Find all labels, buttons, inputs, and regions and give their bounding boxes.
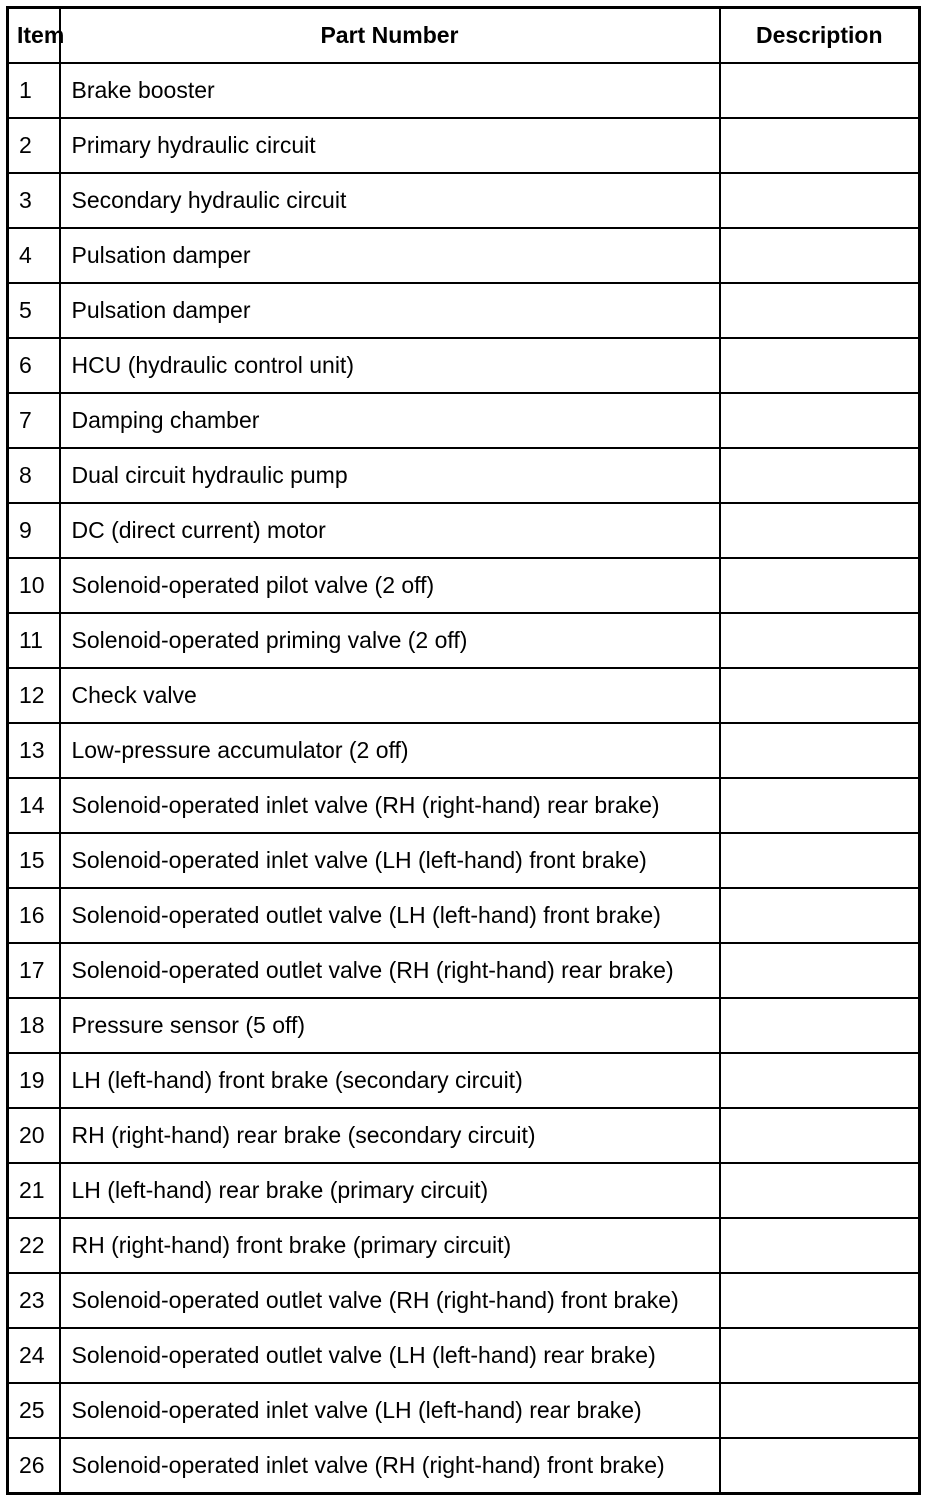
description-cell xyxy=(720,503,920,558)
description-cell xyxy=(720,558,920,613)
table-row xyxy=(8,888,920,943)
description-cell xyxy=(720,833,920,888)
part-name: Solenoid-operated inlet valve (RH (right-hand) front brake) xyxy=(60,1438,720,1494)
part-name: Solenoid-operated inlet valve (LH (left-hand) front brake) xyxy=(60,833,720,888)
table-row xyxy=(8,283,920,338)
part-name: RH (right-hand) front brake (primary circuit) xyxy=(60,1218,720,1273)
header-item: Item xyxy=(8,8,60,64)
description-cell xyxy=(720,668,920,723)
description-cell xyxy=(720,393,920,448)
part-name: DC (direct current) motor xyxy=(60,503,720,558)
item-number: 9 xyxy=(8,503,60,558)
description-cell xyxy=(720,1163,920,1218)
part-name: Solenoid-operated pilot valve (2 off) xyxy=(60,558,720,613)
part-name: Solenoid-operated outlet valve (RH (right-hand) rear brake) xyxy=(60,943,720,998)
header-part-number: Part Number xyxy=(60,8,720,64)
description-cell xyxy=(720,723,920,778)
item-number: 3 xyxy=(8,173,60,228)
part-name: Damping chamber xyxy=(60,393,720,448)
table-row xyxy=(8,1163,920,1218)
part-name: Primary hydraulic circuit xyxy=(60,118,720,173)
item-number: 2 xyxy=(8,118,60,173)
description-cell xyxy=(720,1218,920,1273)
part-name: Check valve xyxy=(60,668,720,723)
table-row xyxy=(8,393,920,448)
table-row xyxy=(8,1273,920,1328)
item-number: 12 xyxy=(8,668,60,723)
table-row xyxy=(8,118,920,173)
part-name: RH (right-hand) rear brake (secondary circuit) xyxy=(60,1108,720,1163)
table-row xyxy=(8,833,920,888)
item-number: 19 xyxy=(8,1053,60,1108)
part-name: Solenoid-operated inlet valve (RH (right-hand) rear brake) xyxy=(60,778,720,833)
table-row xyxy=(8,723,920,778)
description-cell xyxy=(720,1108,920,1163)
description-cell xyxy=(720,1273,920,1328)
table-row xyxy=(8,943,920,998)
description-cell xyxy=(720,613,920,668)
part-name: LH (left-hand) front brake (secondary circuit) xyxy=(60,1053,720,1108)
item-number: 6 xyxy=(8,338,60,393)
description-cell xyxy=(720,1328,920,1383)
part-name: Pulsation damper xyxy=(60,283,720,338)
description-cell xyxy=(720,888,920,943)
table-row xyxy=(8,1108,920,1163)
item-number: 1 xyxy=(8,63,60,118)
part-name: Low-pressure accumulator (2 off) xyxy=(60,723,720,778)
item-number: 25 xyxy=(8,1383,60,1438)
item-number: 15 xyxy=(8,833,60,888)
part-name: Solenoid-operated outlet valve (LH (left-hand) rear brake) xyxy=(60,1328,720,1383)
item-number: 11 xyxy=(8,613,60,668)
item-number: 10 xyxy=(8,558,60,613)
table-row xyxy=(8,668,920,723)
part-name: Solenoid-operated priming valve (2 off) xyxy=(60,613,720,668)
table-row xyxy=(8,613,920,668)
table-row xyxy=(8,63,920,118)
table-body xyxy=(8,63,920,1494)
item-number: 23 xyxy=(8,1273,60,1328)
item-number: 13 xyxy=(8,723,60,778)
part-name: Dual circuit hydraulic pump xyxy=(60,448,720,503)
description-cell xyxy=(720,998,920,1053)
part-name: Solenoid-operated outlet valve (LH (left-hand) front brake) xyxy=(60,888,720,943)
item-number: 4 xyxy=(8,228,60,283)
table-row xyxy=(8,1053,920,1108)
item-number: 5 xyxy=(8,283,60,338)
item-number: 20 xyxy=(8,1108,60,1163)
parts-table xyxy=(6,6,921,1495)
part-name: Pressure sensor (5 off) xyxy=(60,998,720,1053)
description-cell xyxy=(720,448,920,503)
table-header xyxy=(8,8,920,64)
item-number: 26 xyxy=(8,1438,60,1494)
table-row xyxy=(8,558,920,613)
part-name: Brake booster xyxy=(60,63,720,118)
part-name: LH (left-hand) rear brake (primary circuit) xyxy=(60,1163,720,1218)
description-cell xyxy=(720,338,920,393)
part-name: Solenoid-operated outlet valve (RH (right-hand) front brake) xyxy=(60,1273,720,1328)
item-number: 21 xyxy=(8,1163,60,1218)
item-number: 8 xyxy=(8,448,60,503)
description-cell xyxy=(720,283,920,338)
description-cell xyxy=(720,228,920,283)
part-name: HCU (hydraulic control unit) xyxy=(60,338,720,393)
part-name: Pulsation damper xyxy=(60,228,720,283)
table-row xyxy=(8,1438,920,1494)
description-cell xyxy=(720,778,920,833)
table-row xyxy=(8,1218,920,1273)
table-row xyxy=(8,173,920,228)
table-row xyxy=(8,503,920,558)
table-row xyxy=(8,338,920,393)
description-cell xyxy=(720,1383,920,1438)
item-number: 14 xyxy=(8,778,60,833)
description-cell xyxy=(720,1053,920,1108)
description-cell xyxy=(720,1438,920,1494)
table-row xyxy=(8,1328,920,1383)
part-name: Secondary hydraulic circuit xyxy=(60,173,720,228)
header-description: Description xyxy=(720,8,920,64)
item-number: 17 xyxy=(8,943,60,998)
description-cell xyxy=(720,63,920,118)
item-number: 18 xyxy=(8,998,60,1053)
header-row xyxy=(8,8,920,64)
item-number: 7 xyxy=(8,393,60,448)
table-row xyxy=(8,448,920,503)
description-cell xyxy=(720,943,920,998)
item-number: 22 xyxy=(8,1218,60,1273)
description-cell xyxy=(720,118,920,173)
table-row xyxy=(8,778,920,833)
table-row xyxy=(8,228,920,283)
table-row xyxy=(8,1383,920,1438)
part-name: Solenoid-operated inlet valve (LH (left-hand) rear brake) xyxy=(60,1383,720,1438)
item-number: 16 xyxy=(8,888,60,943)
item-number: 24 xyxy=(8,1328,60,1383)
description-cell xyxy=(720,173,920,228)
table-row xyxy=(8,998,920,1053)
